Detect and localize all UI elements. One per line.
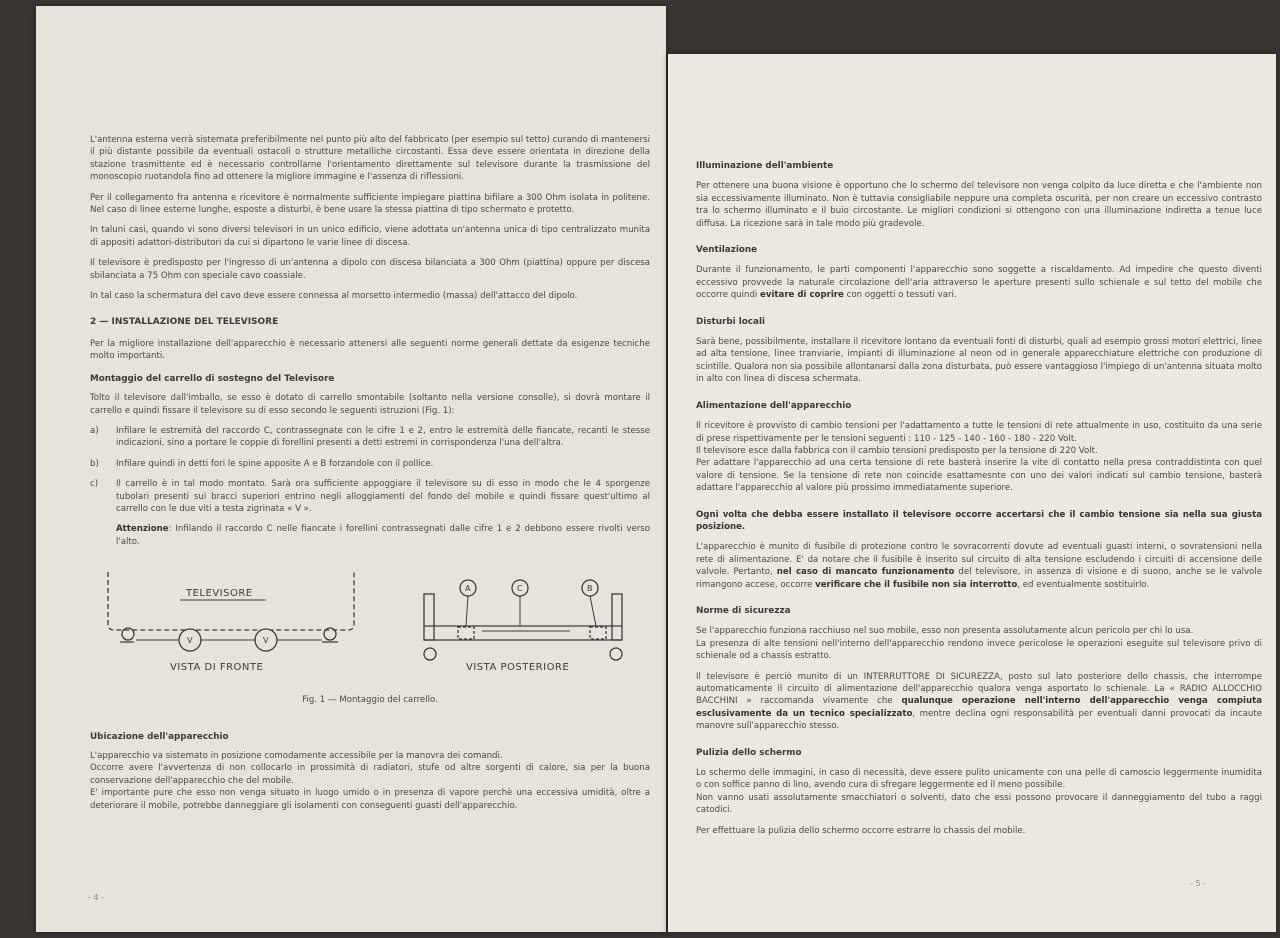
alimentazione-text-1: Il ricevitore è provvisto di cambio tensioni per l'adattamento a tutte le tensioni di rete attualmente in uso, costituito da una serie di prese rispettivamente per le tensioni seguenti : 110 - 125 - 140 - 160 - 180 - 220 Volt. <box>696 421 1262 444</box>
intro-paragraph-3: In taluni casi, quando vi sono diversi televisori in un unico edificio, viene adottata un'antenna unica di tipo centralizzato munita di appositi adattori-distributori da cui si dipartono le varie linee di discesa. <box>90 225 650 248</box>
ventilazione-heading: Ventilazione <box>696 245 758 256</box>
step-c <box>90 478 650 515</box>
right-column <box>696 160 1262 845</box>
sicurezza-text-1: Se l'apparecchio funziona racchiuso nel suo mobile, esso non presenta assolutamente alcun pericolo per chi lo usa. <box>696 626 1194 637</box>
disturbi-heading: Disturbi locali <box>696 316 765 327</box>
alimentazione-heading: Alimentazione dell'apparecchio <box>696 400 852 411</box>
pin-b-label: B <box>587 584 593 594</box>
section-2-intro: Per la migliore installazione dell'apparecchio è necessario attenersi alle seguenti norme generali dettate da esigenze tecniche molto importanti. <box>90 338 650 362</box>
ubicazione-text-1: L'apparecchio va sistemato in posizione comodamente accessibile per la manovra dei comandi. <box>90 750 503 761</box>
disturbi-text: Sarà bene, possibilmente, installare il ricevitore lontano da eventuali fonti di disturbi, quali ad esempio grossi motori elettrici, linee ad alta tensione, linee tranviarie, impianti di illuminazione al neon od in generale apparecchiature elettriche con produzione di scintille. Qualora non sia possibile allontanarsi dalla zona disturbata, può essere vantaggioso l'impiego di un'antenna situata molto in alto con linea di discesa schermata. <box>696 337 1262 385</box>
pulizia-text-1: Lo schermo delle immagini, in caso di necessità, deve essere pulito unicamente con una pelle di camoscio leggermente inumidita o con soffice panno di lino, avendo cura di sfregare leggermente ed il meno possibile. <box>696 768 1262 791</box>
fusibile-post: , ed eventualmente sostituirlo. <box>1017 579 1150 590</box>
fusibile-text <box>696 541 1262 591</box>
intro-paragraph-1: L'antenna esterna verrà sistemata preferibilmente nel punto più alto del fabbricato (per esempio sul tetto) curando di mantenersi il più distante possibile da eventuali ostacoli o strutture metalliche circostanti. Essa deve essere orientata in direzione della stazione trasmittente ed è necessario controllarne l'orientamento direttamente sul televisore durante la trasmissione del monoscopio ruotandola fino ad ottenere la migliore immagine e l'assenza di riflessioni. <box>90 135 650 183</box>
rear-view-label: VISTA POSTERIORE <box>466 662 570 674</box>
voltage-warning: Ogni volta che debba essere installato il televisore occorre accertarsi che il cambio tensione sia nella sua giusta posizione. <box>696 509 1262 532</box>
step-a <box>90 425 650 450</box>
attenzione-note <box>90 523 650 548</box>
televisore-label: TELEVISORE <box>186 588 253 600</box>
pulizia-text-2: Non vanno usati assolutamente smacchiatori o solventi, dato che essi possono provocare il danneggiamento del tubo a raggi catodici. <box>696 792 1262 816</box>
sicurezza-text-2: La presenza di alte tensioni nell'interno dell'apparecchio rendono invece pericolose le operazioni eseguite sul televisore privo di schienale od a chassis estratto. <box>696 638 1262 662</box>
sicurezza-3-pre: Il televisore è perciò munito di un INTERRUTTORE DI SICUREZZA, posto sul lato posteriore dello chassis, che interrompe automaticamente il circuito di alimentazione dell'apparecchio qualora venga asportato lo schienale. La « RADIO ALLOCCHIO BACCHINI » raccomanda vivamente che <box>696 671 1262 707</box>
front-view-label: VISTA DI FRONTE <box>170 662 264 674</box>
step-b-text: Infilare quindi in detti fori le spine apposite A e B forzandole con il pollice. <box>116 458 434 469</box>
step-c-label: c) <box>90 479 99 490</box>
illuminazione-heading: Illuminazione dell'ambiente <box>696 161 834 171</box>
page-number-right: - 5 - <box>1190 879 1206 888</box>
pulizia-heading: Pulizia dello schermo <box>696 747 802 758</box>
attenzione-text: : Infilando il raccordo C nelle fiancate i forellini contrassegnati dalle cifre 1 e 2 debbono essere rivolti verso l'alto. <box>116 524 650 547</box>
step-c-text: Il carrello è in tal modo montato. Sarà ora sufficiente appoggiare il televisore su di esso in modo che le 4 sporgenze tubolari presenti sui bracci superiori entrino negli alloggiamenti del fondo del mobile e quindi fissare quest'ultimo al carrello con le due viti a testa zigrinata « V ». <box>116 479 650 514</box>
sicurezza-3-post: , mentre declina ogni responsabilità per eventuali danni provocati da incaute manovre sull'apparecchio stesso. <box>696 708 1262 732</box>
section-2-heading: 2 — INSTALLAZIONE DEL TELEVISORE <box>90 317 279 328</box>
intro-paragraph-2: Per il collegamento fra antenna e ricevitore è normalmente sufficiente impiegare piattina bifilare a 300 Ohm isolata in politene. Nel caso di linee esterne lunghe, esposte a disturbi, è bene usare la stessa piattina di tipo schermato e protetto. <box>90 192 650 216</box>
alimentazione-text-3: Per adattare l'apparecchio ad una certa tensione di rete basterà inserire la vite di contatto nella presa contraddistinta con quel valore di tensione. Se la tensione di rete non coincide esattamesnte con uno dei valori indicati sul cambio tensione, basterà adattare l'apparecchio al valore più prossimo immediatamente superiore. <box>696 458 1262 494</box>
ventilazione-text-post: con oggetti o tessuti vari. <box>843 290 957 301</box>
screw-v-right: V <box>263 636 269 646</box>
figure-1 <box>90 566 650 694</box>
attenzione-label: Attenzione <box>116 524 169 535</box>
step-b-label: b) <box>90 458 99 469</box>
step-b <box>90 458 650 470</box>
fusibile-bold-2: verificare che il fusibile non sia interrotto <box>815 579 1018 590</box>
sicurezza-text-3 <box>696 671 1262 733</box>
step-a-label: a) <box>90 425 99 436</box>
pin-c-label: C <box>517 584 523 594</box>
ventilazione-text <box>696 264 1262 301</box>
ubicazione-text-3: E' importante pure che esso non venga situato in luogo umido o in presenza di vapore perchè una eccessiva umidità, oltre a deteriorare il mobile, potrebbe danneggiare gli isolamenti con conseguenti guasti dell'apparecchio. <box>90 788 650 811</box>
left-page <box>36 6 666 932</box>
ventilazione-text-bold: evitare di coprire <box>760 290 844 301</box>
ventilazione-text-pre: Durante il funzionamento, le parti componenti l'apparecchio sono soggette a riscaldamento. Ad impedire che questo diventi eccessivo provvede la naturale circolazione dell'aria attraverso le aperture presenti sullo schienale e sul tetto del mobile che occorre quindi <box>696 265 1262 301</box>
fusibile-bold-1: nel caso di mancato funzionamento <box>776 567 955 578</box>
illuminazione-text: Per ottenere una buona visione è opportuno che lo schermo del televisore non venga colpito da luce diretta e che l'ambiente non sia eccessivamente illuminato. Non è tuttavia consigliabile neppure una completa oscurità, per non creare un eccessivo contrasto tra lo schermo illuminato e il buio circostante. Le migliori condizioni si ottengono con una illuminazione indiretta a tenue luce diffusa. La ricezione sarà in tale modo più gradevole. <box>696 181 1262 229</box>
ubicazione-heading: Ubicazione dell'apparecchio <box>90 731 229 742</box>
intro-paragraph-5: In tal caso la schermatura del cavo deve essere connessa al morsetto intermedio (massa) dell'attacco del dipolo. <box>90 291 578 302</box>
pulizia-text-3: Per effettuare la pulizia dello schermo occorre estrarre lo chassis del mobile. <box>696 825 1026 836</box>
sicurezza-heading: Norme di sicurezza <box>696 605 791 616</box>
sicurezza-3-bold: qualunque operazione nell'interno dell'apparecchio venga compiuta esclusivamente da un tecnico specializzato <box>696 696 1262 719</box>
pin-a-label: A <box>465 584 471 594</box>
figure-1-drawing <box>90 566 650 694</box>
right-page <box>668 54 1276 932</box>
fusibile-pre: L'apparecchio è munito di fusibile di protezione contro le sovracorrenti dovute ad eventuali guasti interni, o sovratensioni nella rete di alimentazione. E' da notare che il fusibile è inserito sul circuito di alta tensione escludendo i circuiti di accensione delle valvole. Pertanto, <box>696 542 1262 578</box>
screw-v-left: V <box>187 636 193 646</box>
montaggio-heading: Montaggio del carrello di sostegno del Televisore <box>90 373 335 384</box>
intro-paragraph-4: Il televisore è predisposto per l'ingresso di un'antenna a dipolo con discesa bilanciata a 300 Ohm (piattina) oppure per discesa sbilanciata a 75 Ohm con speciale cavo coassiale. <box>90 258 650 281</box>
fusibile-mid: del televisore, in assenza di visione e di suono, anche se le valvole rimangono accese, occorre <box>696 567 1262 590</box>
step-a-text: Infilare le estremità del raccordo C, contrassegnate con le cifre 1 e 2, entro le estremità delle fiancate, recanti le stesse indicazioni, sino a portare le coppie di forellini presenti a detti estremi in corrispondenza l'una dell'altra. <box>116 425 650 449</box>
figure-1-caption: Fig. 1 — Montaggio del carrello. <box>302 695 438 706</box>
front-view-diagram <box>108 572 354 651</box>
page-number-left: - 4 - <box>88 893 104 902</box>
left-column <box>90 134 650 812</box>
montaggio-intro: Tolto il televisore dall'imballo, se esso è dotato di carrello smontabile (soltanto nella versione consolle), si dovrà montare il carrello e quindi fissare il televisore su di esso secondo le seguenti istruzioni (Fig. 1): <box>90 393 650 416</box>
ubicazione-text-2: Occorre avere l'avvertenza di non collocarlo in prossimità di radiatori, stufe od altre sorgenti di calore, sia per la buona conservazione dell'apparecchio che del mobile. <box>90 763 650 786</box>
alimentazione-text-2: Il televisore esce dalla fabbrica con il cambio tensioni predisposto per la tensione di 220 Volt. <box>696 445 1098 456</box>
